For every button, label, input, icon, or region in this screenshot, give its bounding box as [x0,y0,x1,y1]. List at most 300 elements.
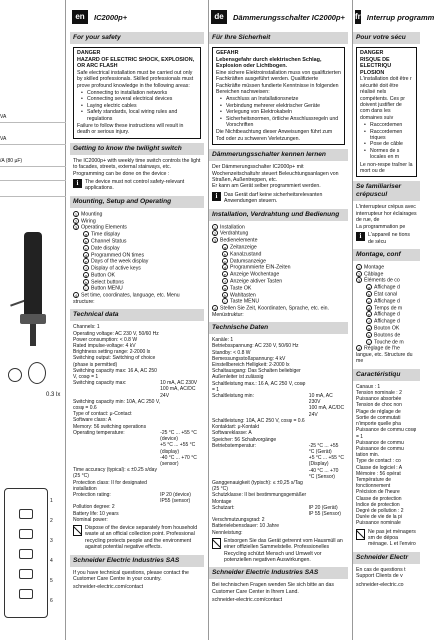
danger-list-item: • Sicherheitsnormen, örtliche Anschlussregeln und Vorschriften [222,116,341,129]
disposal-text: Ne pas jet ménagers sm de dépoa ménage. L et l'enviro [368,528,416,548]
section-heading-technical: Technical data [70,309,204,321]
element-label: Affichage d [374,284,400,291]
mounting-step [356,277,417,284]
spec-value: 10 mA, AC 230V [160,380,198,387]
table-row [73,386,201,398]
step-label: Bedienelemente [220,237,258,244]
lux-label: 0.3 lx [46,392,61,398]
spec-label: Memory: 56 switching operations [73,423,147,430]
element-label: Wahltasten [230,291,256,298]
mounting-step [73,218,201,225]
element-letter: d [223,265,227,271]
contact-link[interactable]: schneider-electric.com/contact [73,584,144,591]
product-title: Dämmerungsschalter IC2000p+ [233,12,345,22]
callout-marker: 5 [50,578,53,584]
danger-body: Safe electrical installation must be carried out only by skilled professionals. Skilled professionals must prove profound knowledge in the following areas: [77,69,194,89]
intro-text: L'interrupteur crépus avec interrupteur hor éclairages de rue, de [356,204,417,224]
column-header [70,6,204,28]
table-row [73,467,201,479]
spec-label: Puissance nominale [356,520,401,527]
operating-element [83,258,201,265]
operating-element [222,251,345,258]
spec-label: Nominal power: [73,516,108,523]
intro-text-2: La programmation pe [356,223,406,230]
spec-label: Switching capacity max: 16 A, AC 250 V, cosφ = 1 [73,367,157,381]
spec-value: IP 20 (Gerät) [308,504,338,511]
element-letter: g [367,325,371,331]
element-letter: d [84,252,88,258]
step-label: Stellen Sie Zeit, Koordinaten, Sprache, etc. ein. Menüstruktur: [212,305,330,318]
disposal-text: Entsorgen Sie das Gerät getrennt vom Hausmüll an einer offiziellen Sammelstelle. Professionelles Recycling schützt Mensch und Umwelt vor potenziellen negativen Auswirkungen. [224,537,343,563]
danger-list-item: • Verlegung von Elektrokabeln [222,109,341,115]
element-label: Date display [91,245,120,252]
element-letter: e [223,272,227,278]
sensor-illustration [10,232,52,352]
spec-label: Plage de réglage de [356,408,401,415]
spec-value: 10 mA, AC 230V [308,393,333,406]
element-label: Zeitanzeige [230,244,257,251]
info-note [356,232,417,245]
screw-illustration [8,368,22,382]
element-label: Boutons de [374,332,401,339]
table-row [212,443,345,455]
callout-marker: 1 [50,498,53,504]
spec-label: Degré de pollution : 2 [356,507,404,514]
info-icon: i [356,232,365,241]
nut-illustration [28,362,46,384]
danger-list-item: • Anschluss an Installationsnetze [222,96,341,102]
step-number: 2 [213,231,217,237]
intro-text-2: Programming can be done on the device : [73,170,170,177]
element-label: Time display [91,231,120,238]
crossed-bin-icon [73,525,82,536]
margin-rule [0,180,66,181]
left-margin-column [0,0,66,640]
info-note-text: Das Gerät darf keine sicherheitsrelevanten Anwendungen steuern. [224,191,323,205]
element-label: Affichage d [374,311,400,318]
spec-label: Type de contact : co [356,458,401,465]
step-number: 1 [213,224,217,230]
column-en [70,0,204,640]
spec-value [160,467,201,479]
table-row [73,355,201,367]
spec-label: Schaltleistung: 10A, AC 250 V, cosφ = 0.6 [212,417,305,424]
mounting-step [356,264,417,271]
margin-line: /A (80 µF) [0,158,23,164]
element-letter: b [367,292,371,298]
element-letter: h [223,292,227,298]
step-label: Wiring [81,218,96,225]
crossed-bin-icon [356,529,365,540]
spec-label: Canaux : 1 [356,383,381,390]
element-label: Button OK [91,272,115,279]
spec-label: Protection rating: [73,491,111,498]
operating-element [83,231,201,238]
spec-label: Indice de protection [356,501,400,508]
spec-label: Bemessungsstoßspannung: 4 kV [212,355,286,362]
step-number: 1 [357,264,361,270]
operating-element [366,318,417,325]
operating-element [366,284,417,291]
element-letter: e [84,259,88,265]
step-label: Verdrahtung [220,230,249,237]
operating-element [222,264,345,271]
language-badge: de [211,10,227,24]
operating-element [222,278,345,285]
technical-data-table [73,324,201,523]
element-letter: i [366,339,372,345]
spec-label: Schaltleistung min: [212,393,254,400]
section-heading-company: Schneider Electric Industries SAS [70,555,204,567]
table-row [212,405,345,417]
operating-element [366,298,417,305]
element-letter: b [223,251,227,257]
operating-element [366,305,417,312]
operating-element [222,271,345,278]
element-letter: c [85,245,87,251]
section-heading-mounting: Montage, conf [353,249,420,261]
element-letter: g [84,272,88,278]
spec-label: Brightness setting range: 2-2000 lx [73,349,151,356]
contact-link[interactable]: schneider-electric.com/contact [212,597,283,604]
spec-value: +5 °C ... +55 °C (display) [160,442,196,455]
table-row [212,455,345,467]
element-letter: d [367,305,371,311]
element-letter: c [368,298,370,304]
spec-label: Température de fonctionnement [356,476,392,490]
operating-element [366,332,417,339]
spec-label: Protection class: II for designated installation [73,479,147,492]
column-fr [352,0,434,640]
operating-element [83,279,201,286]
table-row [73,368,201,380]
spec-value [160,399,201,411]
disposal-text: Dispose of the device separately from household waste at an official collection point. Professional recycling protects people and the environment against potential negative effects. [85,524,198,551]
technical-data-table [212,337,345,536]
danger-list-item: • Safety standards, local wiring rules and regulations [83,109,197,122]
step-label: Set time, coordinates, language, etc. Menu structure: [73,292,180,306]
info-icon: i [212,192,221,201]
disposal-note [212,538,345,564]
spec-label: Switching output: Switching of choice (phase is permitted) [73,355,156,368]
column-header [353,6,434,28]
section-heading-technical: Technische Daten [209,322,348,334]
table-row [73,455,201,467]
intro-text: The IC2000p+ with weekly time switch controls the light to facades, streets, external stairways, etc. [73,157,201,171]
table-row [212,393,345,405]
mounting-step-4 [212,305,345,318]
danger-list-item: • Connecting several electrical devices [83,96,197,102]
margin-rule [0,196,66,197]
callout-marker: 3 [50,538,53,544]
margin-rule [0,122,66,123]
element-letter: e [367,312,371,318]
spec-label: Précision de l'heure [356,489,400,496]
section-heading-safety: For your safety [70,32,204,44]
mounting-step [73,224,201,231]
technical-data-table [356,384,417,527]
mounting-step-4 [356,345,417,365]
mounting-step [356,271,417,278]
table-row [356,477,417,489]
spec-value: -40 °C ... +70 °C (Sensor) [308,467,339,480]
step-label: Operating Elements [81,224,127,231]
step-number: 2 [74,218,78,224]
operating-element [83,238,201,245]
element-label: Select buttons [91,279,124,286]
table-row [356,427,417,439]
spec-value: 100 mA, AC/DC 24V [308,405,345,418]
operating-element [222,244,345,251]
intro-text: Der Dämmerungsschalter IC2000p+ mit Wochenzeitschaltuhr steuert Beleuchtungsanlagen von Straßen, Außentreppen, etc. [212,164,339,184]
danger-title: DANGER [77,50,101,56]
mounting-step-4 [73,292,201,305]
operating-element [222,298,345,305]
danger-list [222,96,341,128]
danger-list-item: • Verbindung mehrerer elektrischer Geräte [222,103,341,109]
table-row [212,480,345,492]
section-heading-mounting: Mounting, Setup and Operating [70,196,204,208]
element-label: Temps de m [374,304,403,311]
danger-footer: Le non-respe traîner la mort ou de [360,161,413,175]
element-label: Anzeige aktiver Tasten [230,278,283,285]
spec-value: -40 °C ... +70 °C (sensor) [160,454,197,467]
language-badge: fr [355,10,361,24]
operating-element [83,245,201,252]
step-number: 1 [74,211,78,217]
element-label: Days of the week display [91,258,149,265]
spec-label [73,442,160,454]
spec-label: Puissance de commu tation min. [356,445,404,459]
section-heading-technical: Caractéristiqu [353,369,420,381]
margin-line: VA [0,136,7,142]
step-label: Éléments de co [364,277,400,284]
section-heading-intro: Dämmerungsschalter kennen lernen [209,149,348,161]
crossed-bin-icon [212,538,221,549]
spec-label: Kanäle: 1 [212,337,234,344]
operating-element [222,285,345,292]
danger-box [212,47,345,145]
mounting-step [212,224,345,231]
mounting-step [212,230,345,237]
spec-label: Pollution degree: 2 [73,504,115,511]
callout-marker: 2 [50,518,53,524]
element-letter: c [224,258,226,264]
info-note-text: L'appareil ne tions de sécu [368,232,410,245]
danger-list-item: • Normes de s locales en m [366,148,413,161]
spec-label: Type of contact: μ-Contact [73,411,132,418]
spec-label: Mémoire : 56 opérat [356,470,401,477]
element-label: Affichage d [374,298,400,305]
element-label: Display of active keys [91,265,141,272]
spec-value [309,492,345,504]
element-label: Kanalzustand [230,251,262,258]
element-label: Programmierte EIN-Zeiten [230,264,291,271]
danger-list-item: • Connecting to installation networks [83,90,197,96]
table-row [212,530,345,536]
spec-label: Puissance absorbée [356,396,402,403]
section-heading-intro: Se familiariser crépuscul [353,181,420,201]
danger-footer: Die Nichtbeachtung dieser Anweisungen führt zum Tod oder zu schweren Verletzungen. [216,129,333,142]
table-row [356,520,417,526]
spec-value [309,368,345,380]
spec-label: Operating voltage: AC 230 V, 50/60 Hz [73,330,159,337]
contact-link[interactable]: schneider-electric.co [356,581,404,588]
spec-label: Ganggenauigkeit (typisch): ≤ ±0,25 s/Tag (25 °C) [212,479,303,493]
spec-value: IP55 (sensor) [160,498,191,505]
table-row [356,415,417,427]
operating-element [83,272,201,279]
disposal-note [356,529,417,548]
spec-label: Verschmutzungsgrad: 2 [212,517,265,524]
product-title: Interrup programm [366,12,434,22]
spec-value [309,480,345,492]
spec-label [212,468,309,480]
section-heading-safety: Für Ihre Sicherheit [209,32,348,44]
table-row [212,492,345,504]
operating-element [366,339,417,346]
spec-label: Rated impulse-voltage: 4 kV [73,343,136,350]
spec-label: Classe de protection [356,495,402,502]
spec-label: Standby: < 0.8 W [212,349,251,356]
spec-label [212,455,309,467]
spec-label [73,455,160,467]
spec-label: Tension de choc non [356,402,402,409]
section-heading-mounting: Installation, Verdrahtung und Bedienung [209,209,348,221]
danger-list [83,90,197,122]
danger-list-item: • Laying electric cables [83,103,197,109]
spec-label: Schutzklasse: II bei bestimmungsgemäßer Montage [212,492,307,505]
element-label: Datumsanzeige [230,257,267,264]
element-label: Taste MENU [230,298,260,305]
element-label: État canal [374,291,398,298]
operating-element [366,325,417,332]
step-number: 4 [357,346,361,352]
product-title: IC2000p+ [94,12,128,22]
element-label: Anzeige Wochentage [230,271,280,278]
spec-label: Puissance de commu [356,439,404,446]
table-row [212,381,345,393]
info-note [73,179,201,192]
contact-text: Bei technischen Fragen wenden Sie sich bitte an das Customer Care Center in Ihrem Land. [212,582,334,595]
operating-element [222,292,345,299]
spec-value [160,368,201,380]
table-row [73,517,201,523]
spec-value: IP 20 (device) [160,491,191,498]
step-label: Installation [220,224,245,231]
step-number: 3 [74,225,78,231]
element-letter: a [84,232,88,238]
spec-label: Power consumption: < 0.8 W [73,336,138,343]
danger-list-item: • Pose de câble [366,141,413,147]
spec-value [309,381,345,393]
column-header [209,6,348,28]
spec-label: Speicher: 56 Schaltvorgänge [212,436,277,443]
spec-label: Operating temperature: [73,429,125,436]
spec-value: -25 °C ... +55 °C (device) [160,429,197,443]
margin-line: VA [0,114,7,120]
spec-label: Battery life: 10 years [73,510,119,517]
danger-list-item: • Raccordemen triques [366,129,413,142]
danger-subtitle: HAZARD OF ELECTRIC SHOCK, EXPLOSION, OR ARC FLASH [77,56,195,70]
element-label: Touche de m [374,338,404,345]
step-label: Réglage de l'he langue, etc. Structure du me [356,345,413,365]
disposal-note [73,525,201,551]
table-row [73,480,201,492]
spec-label: Kontaktart: μ-Kontakt [212,424,260,431]
info-note [212,192,345,205]
spec-label: Schaltausgang: Das Schalten beliebiger Außenleiter ist zulässig [212,368,301,381]
spec-label: Sortie de commutati n'importe quelle pha [356,414,401,428]
section-heading-company: Schneider Electric Industries SAS [209,567,348,579]
table-row [73,430,201,442]
danger-body: Eine sichere Elektroinstallation muss von qualifizierten Fachkräften ausgeführt werden. Qualifizierte Fachkräfte müssen fundierte Kenntnisse in folgenden Bereichen nachweisen: [216,69,341,95]
spec-value [309,530,345,536]
spec-value: IP 55 (Sensor) [308,510,341,517]
spec-label: Tension nominale : 2 [356,390,402,397]
contact-text: En cas de questions t Support Clients de v [356,566,406,580]
spec-label: Channels: 1 [73,324,100,331]
spec-label: Schutzart: [212,504,235,511]
step-number: 2 [357,271,361,277]
table-row [212,468,345,480]
element-label: Taste OK [230,285,252,292]
operating-element [83,252,201,259]
spec-label: Switching capacity min: 10A, AC 250 V, cosφ = 0.6 [73,398,161,412]
spec-label: Time accuracy (typical): ≤ ±0.25 s/day (25 °C) [73,467,157,480]
danger-box [73,47,201,139]
table-row [73,442,201,454]
table-row [73,399,201,411]
section-heading-company: Schneider Electr [353,552,420,564]
danger-body: L'installation doit être r sécurité doit être réalisé nels compétents. Ces pr doivent justifier de com dans les domaines suiv [360,76,412,121]
danger-subtitle: RISQUE DE ELECTRIQU PLOSION [360,56,392,76]
danger-list-item: • Raccordemen [366,122,413,128]
step-number: 3 [357,278,361,284]
spec-label: Classe de logiciel : A [356,464,403,471]
margin-rule [0,144,66,145]
danger-list [366,122,413,160]
spec-value: 100 mA, AC/DC 24V [160,386,196,399]
element-letter: b [84,239,88,244]
info-icon: i [73,179,82,188]
element-label: Button MENU [91,285,123,292]
element-letter: f [222,278,228,284]
spec-label: Betriebstemperatur: [212,442,256,449]
language-badge: en [72,10,88,24]
spec-label: Softwareklasse: A [212,430,252,437]
danger-footer: Failure to follow these instructions will result in death or serious injury. [77,123,184,136]
callout-marker: 6 [50,598,53,604]
danger-title: DANGER [360,50,384,56]
spec-label: Puissance de commu cosφ = 1 [356,427,417,440]
element-label: Programmed ON times [91,251,145,258]
mounting-step [212,237,345,244]
element-letter: h [84,279,88,285]
spec-label: Einstellbereich Helligkeit: 2-2000 lx [212,362,290,369]
step-label: Câblage [364,271,384,278]
spec-label [73,386,160,398]
contact-text: If you have technical questions, please contact the Customer Care Centre in your country. [73,569,189,582]
element-letter: h [367,332,371,338]
intro-text-2: Er kann am Gerät selber programmiert werden. [212,183,321,190]
operating-element [366,311,417,318]
spec-label: Nennleistung: [212,529,243,536]
operating-element [83,285,201,292]
spec-label: Durée de vie de la pi [356,514,402,521]
step-label: Montage [364,264,385,271]
operating-element [83,265,201,272]
